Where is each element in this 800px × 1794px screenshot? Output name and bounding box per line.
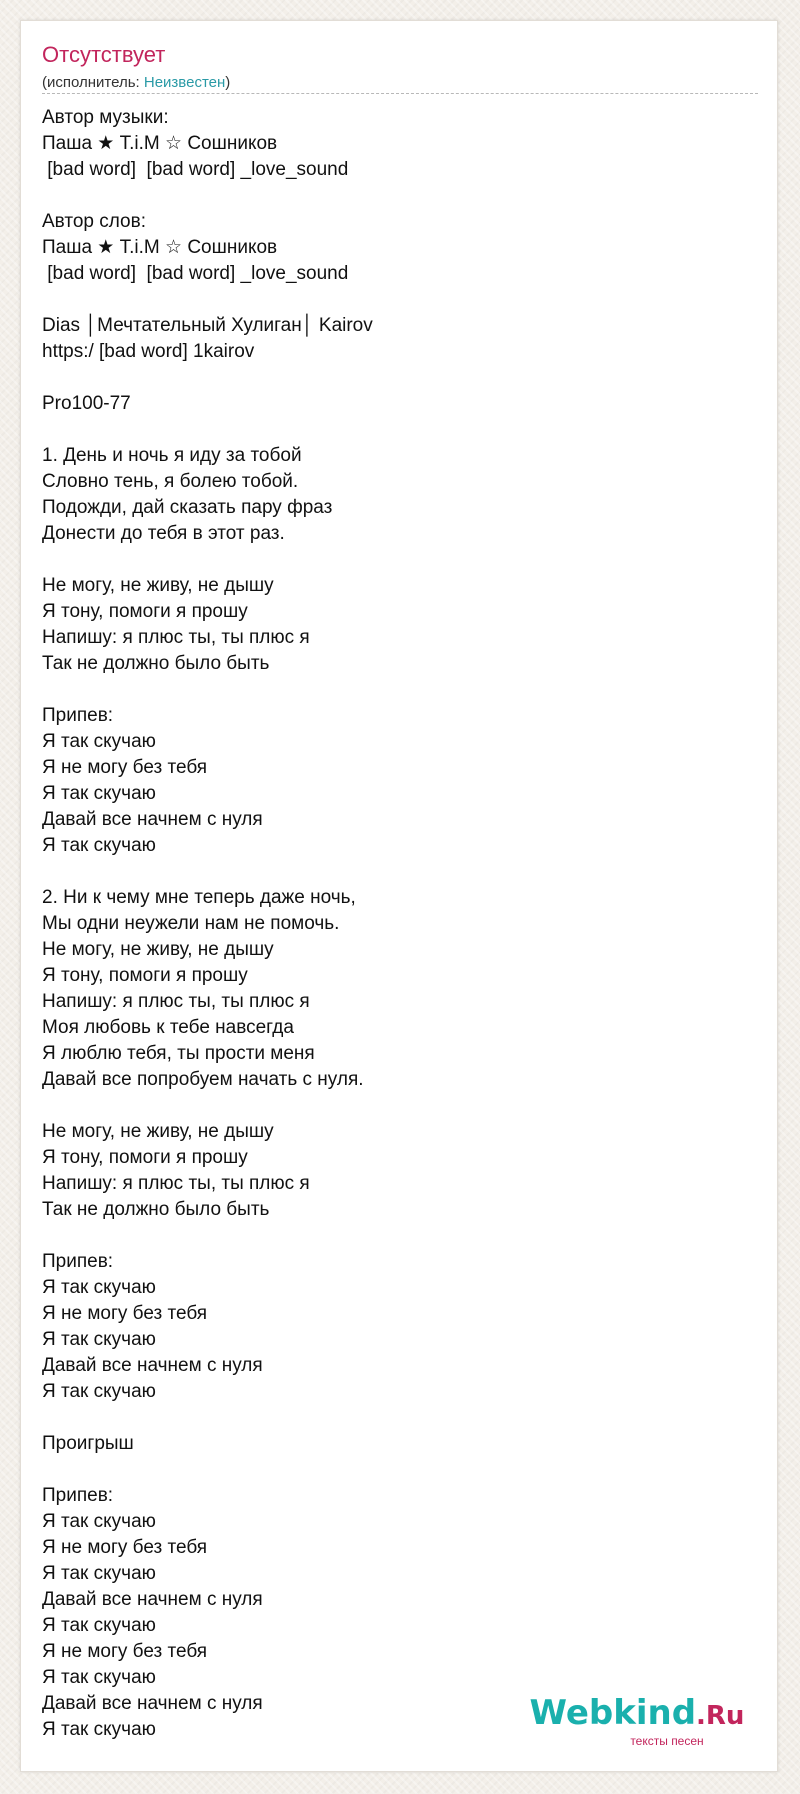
lyric-line: Паша ★ T.i.M ☆ Сошников — [42, 237, 278, 258]
artist-link[interactable]: Неизвестен — [143, 74, 226, 91]
lyric-blank-line — [42, 365, 758, 391]
logo-tld: .Ru — [696, 1701, 745, 1731]
lyric-line: Напишу: я плюс ты, ты плюс я — [42, 627, 310, 648]
lyric-line: Я так скучаю — [42, 1563, 156, 1584]
lyric-line: Не могу, не живу, не дышу — [42, 939, 274, 960]
lyric-blank-line — [42, 1457, 758, 1483]
lyric-line: Я так скучаю — [42, 835, 156, 856]
lyric-line: Давай все попробуем начать с нуля. — [42, 1069, 364, 1090]
lyric-line: [bad word] [bad word] _love_sound — [42, 159, 349, 180]
lyric-line: Я так скучаю — [42, 731, 156, 752]
lyric-line: Припев: — [42, 705, 114, 726]
lyric-line: Я так скучаю — [42, 1667, 156, 1688]
lyric-line: Словно тень, я болею тобой. — [42, 471, 299, 492]
lyric-line: Подожди, дай сказать пару фраз — [42, 497, 333, 518]
logo-tagline: тексты песен — [630, 1734, 704, 1748]
lyric-line: Давай все начнем с нуля — [42, 1355, 263, 1376]
lyric-line: Я люблю тебя, ты прости меня — [42, 1043, 315, 1064]
lyric-line: Dias │Мечтательный Хулиган│ Kairov — [42, 315, 373, 336]
lyric-line: Автор слов: — [42, 211, 146, 232]
lyric-line: Моя любовь к тебе навсегда — [42, 1017, 294, 1038]
lyric-line: Я так скучаю — [42, 1511, 156, 1532]
lyric-blank-line — [42, 1223, 758, 1249]
lyric-line: Давай все начнем с нуля — [42, 1589, 263, 1610]
lyric-line: [bad word] [bad word] _love_sound — [42, 263, 349, 284]
lyric-line: 1. День и ночь я иду за тобой — [42, 445, 302, 466]
lyric-line: Мы одни неужели нам не помочь. — [42, 913, 340, 934]
artist-line — [42, 74, 230, 92]
lyric-line: Я тону, помоги я прошу — [42, 1147, 248, 1168]
site-logo[interactable] — [527, 1693, 747, 1748]
lyric-line: Проигрыш — [42, 1433, 134, 1454]
lyric-line: Я тону, помоги я прошу — [42, 601, 248, 622]
lyric-blank-line — [42, 547, 758, 573]
lyric-line: Давай все начнем с нуля — [42, 809, 263, 830]
lyric-line: Я так скучаю — [42, 1329, 156, 1350]
lyric-line: Я так скучаю — [42, 1381, 156, 1402]
lyric-line: Я так скучаю — [42, 783, 156, 804]
lyric-line: Напишу: я плюс ты, ты плюс я — [42, 1173, 310, 1194]
lyrics-text — [42, 105, 758, 1743]
lyric-line: Я не могу без тебя — [42, 1641, 208, 1662]
lyric-line: https:/ [bad word] 1kairov — [42, 341, 255, 362]
lyric-line: Автор музыки: — [42, 107, 169, 128]
lyric-line: Не могу, не живу, не дышу — [42, 575, 274, 596]
lyric-blank-line — [42, 287, 758, 313]
lyric-line: Припев: — [42, 1485, 114, 1506]
lyric-line: Донести до тебя в этот раз. — [42, 523, 285, 544]
lyric-blank-line — [42, 859, 758, 885]
lyric-blank-line — [42, 183, 758, 209]
lyric-line: Напишу: я плюс ты, ты плюс я — [42, 991, 310, 1012]
lyric-line: Pro100-77 — [42, 393, 131, 414]
lyric-line: Я не могу без тебя — [42, 1537, 208, 1558]
lyrics-card — [20, 20, 778, 1772]
lyric-line: Давай все начнем с нуля — [42, 1693, 263, 1714]
lyric-line: Я не могу без тебя — [42, 757, 208, 778]
lyric-blank-line — [42, 677, 758, 703]
title-divider — [42, 93, 758, 94]
lyric-blank-line — [42, 1093, 758, 1119]
artist-suffix: ) — [225, 74, 231, 91]
song-title: Отсутствует — [42, 42, 166, 67]
lyric-line: Припев: — [42, 1251, 114, 1272]
artist-prefix: (исполнитель: — [42, 74, 144, 91]
logo-brand: Webkind — [529, 1693, 697, 1733]
lyric-line: Так не должно было быть — [42, 1199, 270, 1220]
lyric-line: Паша ★ T.i.M ☆ Сошников — [42, 133, 278, 154]
lyric-line: Я тону, помоги я прошу — [42, 965, 248, 986]
lyric-line: Так не должно было быть — [42, 653, 270, 674]
lyric-line: Я так скучаю — [42, 1615, 156, 1636]
lyric-blank-line — [42, 417, 758, 443]
lyric-line: Я так скучаю — [42, 1277, 156, 1298]
logo-wordmark — [527, 1693, 747, 1733]
lyric-line: Не могу, не живу, не дышу — [42, 1121, 274, 1142]
lyric-blank-line — [42, 1405, 758, 1431]
lyric-line: Я не могу без тебя — [42, 1303, 208, 1324]
lyric-line: Я так скучаю — [42, 1719, 156, 1740]
lyric-line: 2. Ни к чему мне теперь даже ночь, — [42, 887, 356, 908]
